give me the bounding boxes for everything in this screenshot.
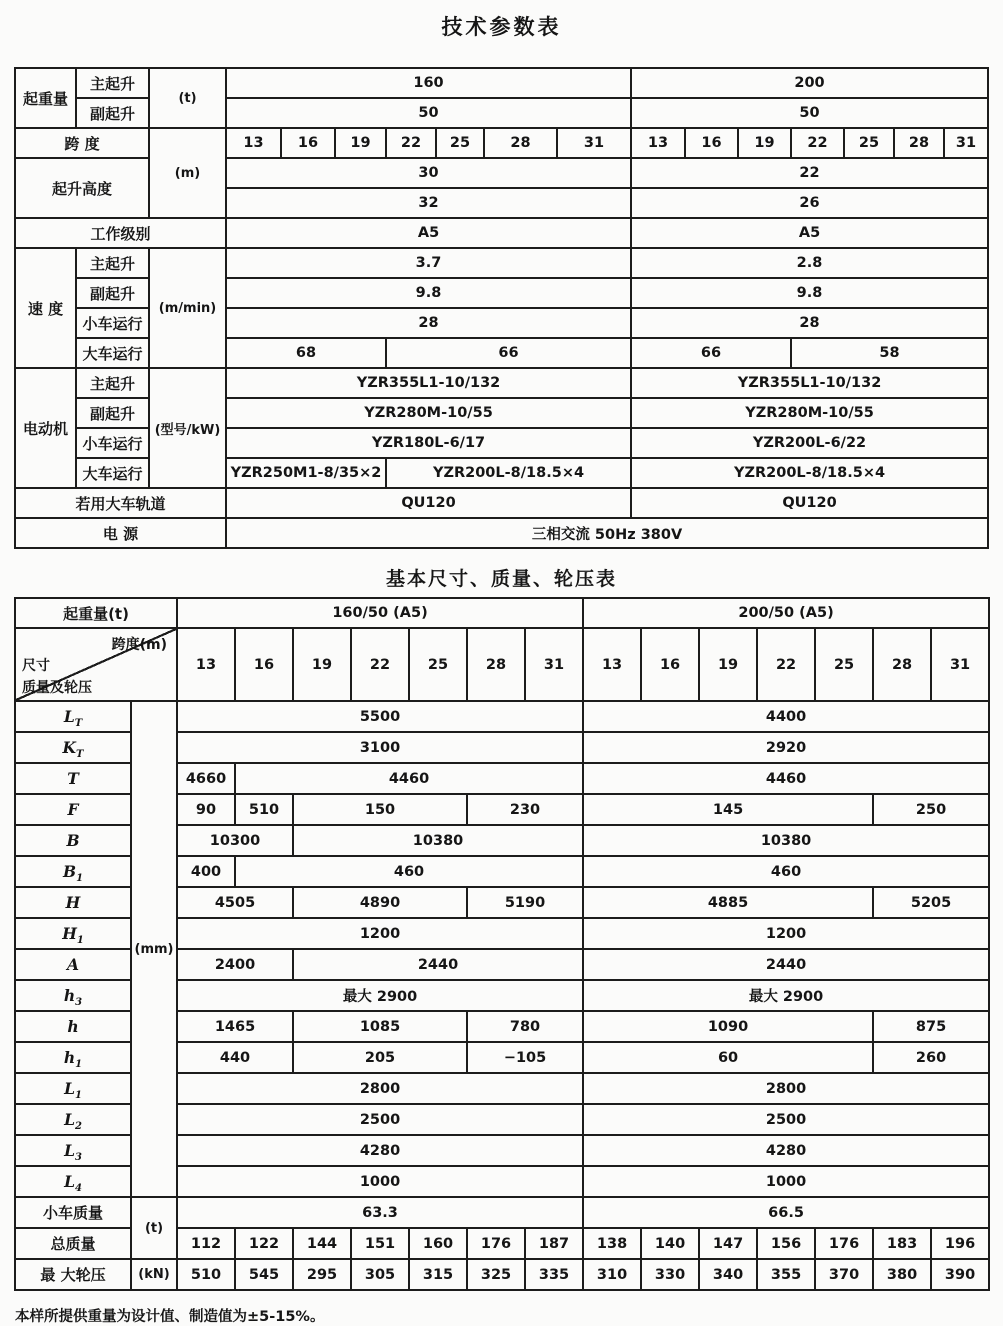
technical-parameters-table (14, 67, 989, 549)
row-label: 小车质量 (15, 1197, 131, 1228)
span-header-cell: 16 (235, 628, 293, 701)
unit-label: (t) (149, 68, 226, 128)
value-cell: 三相交流 50Hz 380V (226, 518, 988, 548)
value-cell: 4280 (583, 1135, 989, 1166)
span-header-cell: 31 (931, 628, 989, 701)
value-cell: 875 (873, 1011, 989, 1042)
value-cell: 32 (226, 188, 631, 218)
dimension-symbol: $L_T$ (15, 701, 131, 732)
diagonal-split-cell (16, 629, 176, 700)
span-header-cell: 19 (738, 128, 791, 158)
table-row (15, 1259, 989, 1290)
unit-label: (kN) (131, 1259, 177, 1290)
unit-label: (型号/kW) (149, 368, 226, 488)
value-cell: 1000 (177, 1166, 583, 1197)
dimension-symbol: T (15, 763, 131, 794)
span-header-cell: 22 (757, 628, 815, 701)
value-cell: A5 (226, 218, 631, 248)
diagonal-header (15, 628, 177, 701)
value-cell: 335 (525, 1259, 583, 1290)
span-header-cell: 13 (177, 628, 235, 701)
value-cell: 370 (815, 1259, 873, 1290)
value-cell: 310 (583, 1259, 641, 1290)
value-cell: 28 (631, 308, 988, 338)
dimension-symbol: $H_1$ (15, 918, 131, 949)
value-cell: YZR355L1-10/132 (631, 368, 988, 398)
value-cell: 200/50 (A5) (583, 598, 989, 628)
span-header-cell: 19 (335, 128, 386, 158)
dimension-symbol: $L_1$ (15, 1073, 131, 1104)
span-header-cell: 28 (873, 628, 931, 701)
value-cell: 66 (386, 338, 631, 368)
subscript: T (74, 718, 83, 730)
subscript: 1 (76, 873, 84, 885)
dimension-symbol: h (15, 1011, 131, 1042)
span-header-cell: 25 (815, 628, 873, 701)
value-cell: 10300 (177, 825, 293, 856)
dimension-symbol: A (15, 949, 131, 980)
value-cell: YZR200L-8/18.5×4 (386, 458, 631, 488)
subscript: 1 (75, 1059, 83, 1071)
span-header-cell: 22 (351, 628, 409, 701)
value-cell: 1200 (177, 918, 583, 949)
row-label: 总质量 (15, 1228, 131, 1259)
value-cell: 460 (235, 856, 583, 887)
value-cell: 4400 (583, 701, 989, 732)
row-label: 电 源 (15, 518, 226, 548)
value-cell: 66.5 (583, 1197, 989, 1228)
value-cell: 200 (631, 68, 988, 98)
value-cell: 10380 (293, 825, 583, 856)
value-cell: 1000 (583, 1166, 989, 1197)
value-cell: 28 (226, 308, 631, 338)
value-cell: 最大 2900 (177, 980, 583, 1011)
row-label: 主起升 (76, 68, 149, 98)
value-cell: 9.8 (226, 278, 631, 308)
row-label: 主起升 (76, 248, 149, 278)
dimension-symbol: $h_3$ (15, 980, 131, 1011)
value-cell: 160 (409, 1228, 467, 1259)
value-cell: 205 (293, 1042, 467, 1073)
value-cell: A5 (631, 218, 988, 248)
value-cell: 160 (226, 68, 631, 98)
value-cell: 1085 (293, 1011, 467, 1042)
value-cell: YZR280M-10/55 (226, 398, 631, 428)
value-cell: 4885 (583, 887, 873, 918)
subscript: 2 (74, 1121, 82, 1133)
span-header-cell: 25 (844, 128, 894, 158)
value-cell: 4890 (293, 887, 467, 918)
value-cell: 295 (293, 1259, 351, 1290)
value-cell: YZR355L1-10/132 (226, 368, 631, 398)
value-cell: 460 (583, 856, 989, 887)
value-cell: 3100 (177, 732, 583, 763)
value-cell: 4505 (177, 887, 293, 918)
value-cell: 3.7 (226, 248, 631, 278)
value-cell: 30 (226, 158, 631, 188)
row-label: 起重量(t) (15, 598, 177, 628)
value-cell: 510 (235, 794, 293, 825)
value-cell: 122 (235, 1228, 293, 1259)
value-cell: YZR200L-8/18.5×4 (631, 458, 988, 488)
table-row (15, 598, 989, 628)
span-header-cell: 31 (944, 128, 988, 158)
span-header-cell: 31 (525, 628, 583, 701)
value-cell: 50 (631, 98, 988, 128)
value-cell: 2800 (177, 1073, 583, 1104)
dimension-symbol: H (15, 887, 131, 918)
value-cell: 196 (931, 1228, 989, 1259)
subscript: 4 (74, 1183, 82, 1195)
dimension-symbol: $L_3$ (15, 1135, 131, 1166)
value-cell: 50 (226, 98, 631, 128)
value-cell: 2.8 (631, 248, 988, 278)
unit-label: (mm) (131, 701, 177, 1197)
span-header-cell: 22 (791, 128, 844, 158)
value-cell: 2500 (177, 1104, 583, 1135)
value-cell: 147 (699, 1228, 757, 1259)
value-cell: 1465 (177, 1011, 293, 1042)
span-header-cell: 28 (467, 628, 525, 701)
value-cell: 145 (583, 794, 873, 825)
span-header-cell: 19 (293, 628, 351, 701)
diagonal-top-label: 跨度(m) (111, 637, 168, 653)
row-label: 电动机 (15, 368, 76, 488)
value-cell: 4660 (177, 763, 235, 794)
table-row (15, 1197, 989, 1228)
value-cell: 160/50 (A5) (177, 598, 583, 628)
row-label: 小车运行 (76, 308, 149, 338)
table-row (15, 128, 988, 158)
value-cell: 230 (467, 794, 583, 825)
value-cell: 330 (641, 1259, 699, 1290)
value-cell: 545 (235, 1259, 293, 1290)
value-cell: 26 (631, 188, 988, 218)
unit-label: (t) (131, 1197, 177, 1259)
value-cell: QU120 (226, 488, 631, 518)
value-cell: 325 (467, 1259, 525, 1290)
value-cell: 66 (631, 338, 791, 368)
span-header-cell: 31 (557, 128, 631, 158)
table-row (15, 628, 989, 701)
value-cell: 400 (177, 856, 235, 887)
table-row (15, 68, 988, 98)
value-cell: 176 (815, 1228, 873, 1259)
value-cell: 2920 (583, 732, 989, 763)
span-header-cell: 19 (699, 628, 757, 701)
span-header-cell: 13 (226, 128, 281, 158)
row-label: 副起升 (76, 398, 149, 428)
table-row (15, 488, 988, 518)
value-cell: 1090 (583, 1011, 873, 1042)
value-cell: 58 (791, 338, 988, 368)
span-header-cell: 13 (631, 128, 685, 158)
row-label: 起重量 (15, 68, 76, 128)
table-row (15, 701, 989, 732)
value-cell: 355 (757, 1259, 815, 1290)
value-cell: 176 (467, 1228, 525, 1259)
row-label: 小车运行 (76, 428, 149, 458)
value-cell: 5205 (873, 887, 989, 918)
value-cell: 2400 (177, 949, 293, 980)
dimension-symbol: $L_4$ (15, 1166, 131, 1197)
value-cell: 340 (699, 1259, 757, 1290)
table-row (15, 218, 988, 248)
value-cell: 4280 (177, 1135, 583, 1166)
value-cell: 9.8 (631, 278, 988, 308)
value-cell: 2500 (583, 1104, 989, 1135)
row-label: 起升高度 (15, 158, 149, 218)
value-cell: 10380 (583, 825, 989, 856)
value-cell: 144 (293, 1228, 351, 1259)
value-cell: YZR200L-6/22 (631, 428, 988, 458)
value-cell: 63.3 (177, 1197, 583, 1228)
row-label: 副起升 (76, 278, 149, 308)
table1-title: 技术参数表 (441, 15, 562, 39)
value-cell: 最大 2900 (583, 980, 989, 1011)
value-cell: 380 (873, 1259, 931, 1290)
table2-title: 基本尺寸、质量、轮压表 (385, 568, 617, 590)
span-header-cell: 28 (484, 128, 557, 158)
value-cell: 22 (631, 158, 988, 188)
span-header-cell: 16 (641, 628, 699, 701)
value-cell: 138 (583, 1228, 641, 1259)
row-label: 跨 度 (15, 128, 149, 158)
row-label: 速 度 (15, 248, 76, 368)
dimension-symbol: F (15, 794, 131, 825)
unit-label: (m/min) (149, 248, 226, 368)
row-label: 工作级别 (15, 218, 226, 248)
table-row (15, 248, 988, 278)
dimension-symbol: B (15, 825, 131, 856)
value-cell: 2440 (583, 949, 989, 980)
value-cell: 90 (177, 794, 235, 825)
value-cell: 2800 (583, 1073, 989, 1104)
diagonal-bottom-label: 质量及轮压 (22, 680, 92, 696)
table-row (15, 368, 988, 398)
dimension-symbol: $h_1$ (15, 1042, 131, 1073)
value-cell: QU120 (631, 488, 988, 518)
value-cell: 390 (931, 1259, 989, 1290)
value-cell: 112 (177, 1228, 235, 1259)
dimension-symbol: $K_T$ (15, 732, 131, 763)
value-cell: 2440 (293, 949, 583, 980)
value-cell: 68 (226, 338, 386, 368)
value-cell: 140 (641, 1228, 699, 1259)
subscript: T (76, 749, 84, 761)
value-cell: 315 (409, 1259, 467, 1290)
value-cell: 187 (525, 1228, 583, 1259)
dimension-symbol: $B_1$ (15, 856, 131, 887)
row-label: 最 大轮压 (15, 1259, 131, 1290)
value-cell: 4460 (583, 763, 989, 794)
span-header-cell: 16 (685, 128, 738, 158)
subscript: 3 (75, 997, 83, 1009)
value-cell: 5190 (467, 887, 583, 918)
subscript: 1 (74, 1090, 82, 1102)
row-label: 大车运行 (76, 458, 149, 488)
row-label: 副起升 (76, 98, 149, 128)
span-header-cell: 13 (583, 628, 641, 701)
unit-label: (m) (149, 128, 226, 218)
table-row (15, 518, 988, 548)
dimension-symbol: $L_2$ (15, 1104, 131, 1135)
row-label: 大车运行 (76, 338, 149, 368)
value-cell: 1200 (583, 918, 989, 949)
span-header-cell: 25 (436, 128, 484, 158)
value-cell: 250 (873, 794, 989, 825)
value-cell: 183 (873, 1228, 931, 1259)
row-label: 主起升 (76, 368, 149, 398)
row-label: 若用大车轨道 (15, 488, 226, 518)
value-cell: 60 (583, 1042, 873, 1073)
diagonal-left-label: 尺寸 (22, 658, 50, 674)
value-cell: 151 (351, 1228, 409, 1259)
span-header-cell: 28 (894, 128, 944, 158)
value-cell: 5500 (177, 701, 583, 732)
value-cell: 260 (873, 1042, 989, 1073)
value-cell: 780 (467, 1011, 583, 1042)
value-cell: 305 (351, 1259, 409, 1290)
value-cell: 150 (293, 794, 467, 825)
value-cell: YZR180L-6/17 (226, 428, 631, 458)
value-cell: 156 (757, 1228, 815, 1259)
value-cell: −105 (467, 1042, 583, 1073)
footnote: 本样所提供重量为设计值、制造值为±5-15%。 (15, 1309, 325, 1325)
span-header-cell: 25 (409, 628, 467, 701)
span-header-cell: 22 (386, 128, 436, 158)
value-cell: YZR280M-10/55 (631, 398, 988, 428)
value-cell: 510 (177, 1259, 235, 1290)
dimensions-mass-wheelload-table (14, 597, 990, 1291)
value-cell: 440 (177, 1042, 293, 1073)
value-cell: 4460 (235, 763, 583, 794)
subscript: 3 (74, 1152, 82, 1164)
span-header-cell: 16 (281, 128, 335, 158)
subscript: 1 (76, 935, 84, 947)
value-cell: YZR250M1-8/35×2 (226, 458, 386, 488)
